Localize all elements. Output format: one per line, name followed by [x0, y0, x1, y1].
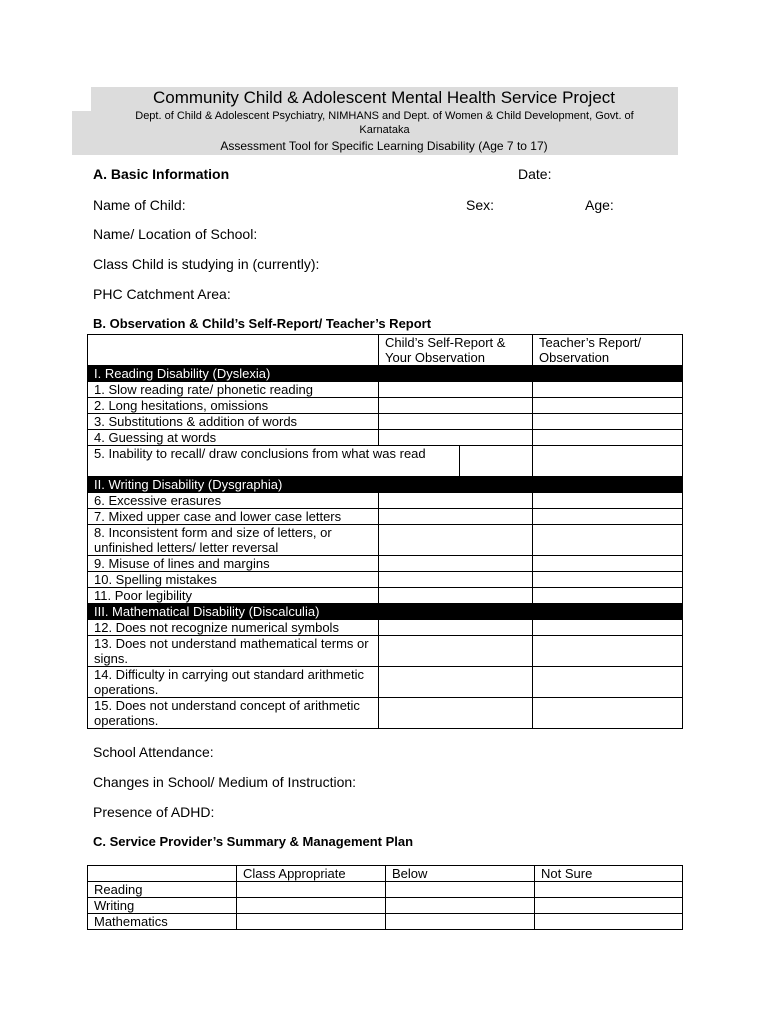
self-report-cell[interactable]	[379, 525, 533, 556]
col-below: Below	[386, 866, 535, 882]
header-blank-cell	[88, 335, 379, 366]
changes-label: Changes in School/ Medium of Instruction:	[93, 774, 357, 790]
category-writing: II. Writing Disability (Dysgraphia)	[88, 477, 683, 493]
table-row	[88, 882, 683, 898]
header-blank-cell	[88, 866, 237, 882]
self-report-cell[interactable]	[379, 620, 533, 636]
self-report-cell[interactable]	[379, 556, 533, 572]
table-row	[88, 667, 683, 698]
section-a-heading: A. Basic Information	[93, 166, 230, 182]
table-row	[88, 414, 683, 430]
item-label: 14. Difficulty in carrying out standard arithmetic operations.	[88, 667, 379, 698]
self-report-cell[interactable]	[379, 698, 533, 729]
table-row	[88, 446, 683, 477]
table-row	[88, 509, 683, 525]
row-label-mathematics: Mathematics	[88, 914, 237, 930]
table-row	[88, 382, 683, 398]
below-cell[interactable]	[386, 898, 535, 914]
teacher-report-cell[interactable]	[533, 446, 683, 477]
section-b-heading: B. Observation & Child’s Self-Report/ Teacher’s Report	[93, 316, 432, 331]
self-report-cell[interactable]	[379, 430, 533, 446]
date-label: Date:	[518, 166, 552, 182]
class-appropriate-cell[interactable]	[237, 898, 386, 914]
item-label: 3. Substitutions & addition of words	[88, 414, 379, 430]
table-row	[88, 620, 683, 636]
col-teacher-report: Teacher’s Report/ Observation	[533, 335, 683, 366]
item-label: 13. Does not understand mathematical terms or signs.	[88, 636, 379, 667]
item-label: 9. Misuse of lines and margins	[88, 556, 379, 572]
item-label: 1. Slow reading rate/ phonetic reading	[88, 382, 379, 398]
self-report-cell[interactable]	[379, 493, 533, 509]
item-label: 12. Does not recognize numerical symbols	[88, 620, 379, 636]
item-label: 5. Inability to recall/ draw conclusions from what was read	[88, 446, 460, 477]
item-label: 10. Spelling mistakes	[88, 572, 379, 588]
not-sure-cell[interactable]	[535, 914, 683, 930]
table-row	[88, 572, 683, 588]
adhd-label: Presence of ADHD:	[93, 804, 215, 820]
below-cell[interactable]	[386, 882, 535, 898]
table-row	[88, 556, 683, 572]
row-label-writing: Writing	[88, 898, 237, 914]
self-report-cell[interactable]	[379, 636, 533, 667]
table-row	[88, 914, 683, 930]
page-subtitle: Dept. of Child & Adolescent Psychiatry, NIMHANS and Dept. of Women & Child Development, Govt. of Karnataka	[135, 110, 634, 136]
class-appropriate-cell[interactable]	[237, 882, 386, 898]
col-class-appropriate: Class Appropriate	[237, 866, 386, 882]
teacher-report-cell[interactable]	[533, 667, 683, 698]
phc-label: PHC Catchment Area:	[93, 286, 231, 302]
table-row	[88, 898, 683, 914]
category-reading: I. Reading Disability (Dyslexia)	[88, 366, 683, 382]
self-report-cell[interactable]	[460, 446, 533, 477]
teacher-report-cell[interactable]	[533, 636, 683, 667]
item-label: 11. Poor legibility	[88, 588, 379, 604]
table-row	[88, 698, 683, 729]
table-row	[88, 636, 683, 667]
assessment-tool-title: Assessment Tool for Specific Learning Disability (Age 7 to 17)	[220, 139, 548, 153]
item-label: 8. Inconsistent form and size of letters, or unfinished letters/ letter reversal	[88, 525, 379, 556]
school-label: Name/ Location of School:	[93, 226, 258, 242]
sex-label: Sex:	[466, 197, 495, 213]
page-title: Community Child & Adolescent Mental Health Service Project	[152, 88, 616, 107]
table-row	[88, 398, 683, 414]
table-header-row	[88, 335, 683, 366]
table-row	[88, 493, 683, 509]
row-label-reading: Reading	[88, 882, 237, 898]
col-not-sure: Not Sure	[535, 866, 683, 882]
table-row	[88, 588, 683, 604]
teacher-report-cell[interactable]	[533, 493, 683, 509]
self-report-cell[interactable]	[379, 572, 533, 588]
teacher-report-cell[interactable]	[533, 509, 683, 525]
age-label: Age:	[585, 197, 614, 213]
teacher-report-cell[interactable]	[533, 572, 683, 588]
class-appropriate-cell[interactable]	[237, 914, 386, 930]
item-label: 6. Excessive erasures	[88, 493, 379, 509]
self-report-cell[interactable]	[379, 667, 533, 698]
teacher-report-cell[interactable]	[533, 556, 683, 572]
teacher-report-cell[interactable]	[533, 398, 683, 414]
teacher-report-cell[interactable]	[533, 588, 683, 604]
summary-table	[87, 865, 683, 930]
table-row	[88, 430, 683, 446]
not-sure-cell[interactable]	[535, 882, 683, 898]
item-label: 2. Long hesitations, omissions	[88, 398, 379, 414]
item-label: 4. Guessing at words	[88, 430, 379, 446]
col-self-report: Child’s Self-Report & Your Observation	[379, 335, 533, 366]
teacher-report-cell[interactable]	[533, 414, 683, 430]
self-report-cell[interactable]	[379, 588, 533, 604]
item-label: 7. Mixed upper case and lower case letters	[88, 509, 379, 525]
teacher-report-cell[interactable]	[533, 430, 683, 446]
teacher-report-cell[interactable]	[533, 698, 683, 729]
self-report-cell[interactable]	[379, 382, 533, 398]
self-report-cell[interactable]	[379, 414, 533, 430]
self-report-cell[interactable]	[379, 509, 533, 525]
attendance-label: School Attendance:	[93, 744, 214, 760]
section-c-heading: C. Service Provider’s Summary & Management Plan	[93, 834, 414, 849]
item-label: 15. Does not understand concept of arithmetic operations.	[88, 698, 379, 729]
observation-table	[87, 334, 683, 729]
category-math: III. Mathematical Disability (Discalculia)	[88, 604, 683, 620]
class-label: Class Child is studying in (currently):	[93, 256, 320, 272]
table-row	[88, 525, 683, 556]
teacher-report-cell[interactable]	[533, 620, 683, 636]
self-report-cell[interactable]	[379, 398, 533, 414]
child-name-label: Name of Child:	[93, 197, 186, 213]
not-sure-cell[interactable]	[535, 898, 683, 914]
teacher-report-cell[interactable]	[533, 382, 683, 398]
below-cell[interactable]	[386, 914, 535, 930]
table-header-row	[88, 866, 683, 882]
teacher-report-cell[interactable]	[533, 525, 683, 556]
